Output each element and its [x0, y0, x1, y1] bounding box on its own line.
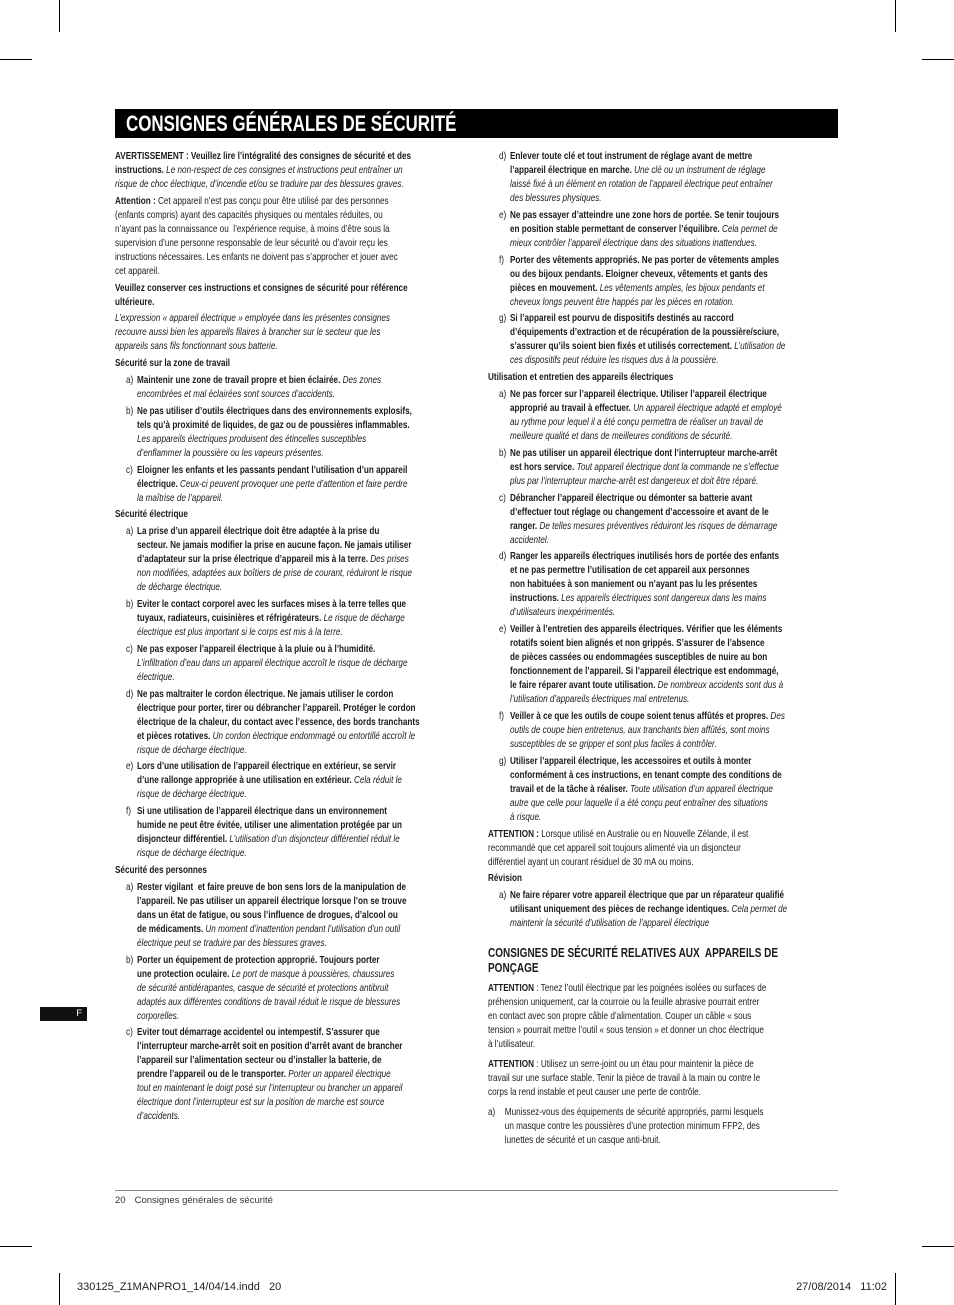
list-item-label: g) [499, 755, 507, 767]
italic-text: Un moment d’inattention pendant l’utilisation d’un outil électrique peut se traduire par des blessures graves. [137, 923, 401, 949]
paragraph [115, 195, 467, 279]
sanding-safety-section [488, 946, 840, 1148]
list-item [488, 1106, 840, 1148]
list-item [115, 374, 467, 402]
sanding-section-heading: CONSIGNES DE SÉCURITÉ RELATIVES AUX APPAREILS DE PONÇAGE [488, 946, 779, 975]
italic-text: Des prises non modifiées, adaptées aux boîtiers de prise de courant, réduiront le risque de décharge électrique. [137, 554, 413, 594]
paragraph [115, 312, 467, 354]
italic-text: L’utilisation d’un disjoncteur différentiel réduit le risque de décharge électrique. [137, 834, 400, 860]
italic-text: Le risque de décharge électrique est plus important si le corps est mis à la terre. [137, 612, 405, 638]
list-item [115, 760, 467, 802]
list-item [488, 150, 840, 206]
paragraph [115, 282, 467, 310]
italic-text: Des outils de coupe bien entretenus, aux tranchants bien affûtés, sont moins susceptibles de se gripper et sont plus faciles à contrôler. [510, 710, 785, 750]
section-heading-text: Sécurité électrique [115, 509, 188, 521]
list-item-label: a) [126, 374, 134, 386]
bold-text: Utiliser l’appareil électrique, les accessoires et outils à monter conformément à ces instructions, en tenant compte des conditions de travail et de la tâche à réaliser. [510, 755, 782, 795]
italic-text: Cela permet de mieux contrôler l’appareil électrique dans des situations inattendues. [510, 223, 778, 249]
bold-text: Ne faire réparer votre appareil électrique que par un réparateur qualifié utilisant uniquement des pièces de rechange identiques. [510, 890, 785, 916]
bold-text: Si une utilisation de l’appareil électrique dans un environnement humide ne peut être évitée, utiliser une alimentation protégée par un disjoncteur différentiel. [137, 806, 402, 846]
list-item [488, 550, 840, 620]
section-heading-text: Sécurité des personnes [115, 864, 207, 876]
bold-text: Enlever toute clé et tout instrument de réglage avant de mettre l’appareil électrique en marche. [510, 151, 753, 176]
list-item-label: d) [499, 151, 507, 162]
print-slug-date: 27/08/2014 11:02 [796, 1281, 887, 1293]
list-item-label: b) [126, 598, 134, 610]
page-footer [115, 1195, 273, 1207]
body-text: Cet appareil n’est pas conçu pour être utilisé par des personnes (enfants compris) ayant des capacités physiques ou mentales réduites, ou n’ayant pas la connaissance ou l’expérience requise, à moins d’être sous la supervision d’une personne responsable de leur sécurité ou d’avoir reçu les instructions nécessaires. Les enfants ne doivent pas s’approcher et jouer avec cet appareil. [115, 195, 398, 277]
list-item-label: a) [126, 526, 134, 538]
bold-text: Eviter tout démarrage accidentel ou intempestif. S’assurer que l’interrupteur marche-arrêt soit en position d’arrêt avant de brancher l’appareil sur l’alimentation secteur ou d’installer la batterie, de prendre l’appareil ou de le transporter. [137, 1027, 403, 1081]
italic-text: Un cordon électrique endommagé ou entortillé accroît le risque de décharge électrique. [137, 730, 416, 756]
footer-title: Consignes générales de sécurité [134, 1195, 273, 1206]
list-item-label: e) [499, 209, 507, 221]
italic-text: Les vêtements amples, les bijoux pendants et cheveux longs peuvent être happés par les pièces en rotation. [510, 282, 765, 308]
list-item-label: b) [126, 954, 134, 966]
list-item-text: Munissez-vous des équipements de sécurité appropriés, parmi lesquels un masque contre les poussières d’une protection minimum FFP2, des lunettes de sécurité et un casque anti-bruit. [504, 1107, 764, 1146]
bold-text: Ne pas essayer d’atteindre une zone hors de portée. Se tenir toujours en position stable permettant de conserver l’équilibre. [510, 209, 780, 235]
crop-mark-bottom-left-horizontal [0, 1246, 32, 1247]
list-item-label: c) [499, 492, 506, 504]
italic-text: Cela réduit le risque de décharge électrique. [137, 775, 402, 801]
crop-mark-top-right-vertical [895, 0, 896, 32]
section-heading-text: Révision [488, 873, 522, 885]
list-item [488, 755, 840, 825]
list-item [488, 209, 840, 251]
bold-text: Ne pas utiliser d’outils électriques dans des environnements explosifs, tels qu’à proximité de liquides, de gaz ou de poussières inflammables. [137, 405, 412, 431]
list-item [488, 623, 840, 707]
bold-text: Ne pas maltraiter le cordon électrique. Ne jamais utiliser le cordon électrique pour porter, tirer ou débrancher l’appareil. Protéger le cordon électrique de la chaleur, du contact avec l’essence, des bords tranchants et pièces rotatives. [137, 688, 420, 742]
italic-text: L’expression « appareil électrique » employée dans les présentes consignes recouvre aussi bien les appareils filaires à brancher sur le secteur que les appareils sans fils fonctionnant sous batterie. [115, 313, 391, 353]
list-item [115, 525, 467, 595]
list-item-label: c) [126, 464, 133, 476]
bold-text: Si l’appareil est pourvu de dispositifs destinés au raccord d’équipements d’extraction et de récupération de la poussière/sciure, s’assurer qu’ils soient bien fixés et utilisés correctement. [510, 313, 780, 353]
list-item [115, 688, 467, 758]
section-heading [115, 864, 467, 878]
footer-rule [115, 1190, 838, 1191]
bold-text: ATTENTION : [488, 828, 540, 840]
sanding-warning-paragraph [488, 1058, 840, 1100]
italic-text: Cela permet de maintenir la sécurité d’utilisation de l’appareil électrique [510, 904, 788, 930]
bold-text: Ne pas utiliser un appareil électrique dont l’interrupteur marche-arrêt est hors service. [510, 447, 778, 473]
bold-text: Eviter le contact corporel avec les surfaces mises à la terre telles que tuyaux, radiateurs, cuisinières et réfrigérateurs. [137, 598, 407, 624]
bold-text: Ranger les appareils électriques inutilisés hors de portée des enfants et ne pas permettre l’utilisation de cet appareil aux personnes non habituées à son maniement ou n’ayant pas lu les présentes instructions. [510, 551, 780, 605]
bold-text: Porter des vêtements appropriés. Ne pas porter de vêtements amples ou des bijoux pendants. Eloigner cheveux, vêtements et gants des pièces en mouvement. [510, 254, 780, 294]
crop-mark-top-right-horizontal [922, 59, 954, 60]
bold-text: Maintenir une zone de travail propre et bien éclairée. [137, 374, 341, 386]
bold-text: AVERTISSEMENT : Veuillez lire l’intégralité des consignes de sécurité et des instructions. [115, 151, 412, 176]
italic-text: Le port de masque à poussières, chaussures de sécurité antidérapantes, casque de sécurité et protections antibruit adaptés aux différentes conditions de travail réduit le risque de blessures corporelles. [137, 968, 401, 1022]
italic-text: Porter un appareil électrique tout en maintenant le doigt posé sur l’interrupteur ou brancher un appareil électrique dont l’interrupteur est sur la position de marche est source d’accidents. [137, 1069, 403, 1123]
list-item-label: g) [499, 313, 507, 325]
list-item [488, 312, 840, 368]
italic-text: Une clé ou un instrument de réglage laissé fixé à un élément en rotation de l’appareil électrique peut entraîner des blessures physiques. [510, 165, 773, 204]
italic-text: Ceux-ci peuvent provoquer une perte d’attention et faire perdre la maîtrise de l’appareil. [137, 478, 408, 504]
italic-text: Les appareils électriques sont dangereux dans les mains d’utilisateurs inexpérimentés. [510, 593, 767, 619]
italic-text: De telles mesures préventives réduiront les risques de démarrage accidentel. [510, 520, 778, 546]
page-number: 20 [115, 1195, 126, 1206]
bold-text: Eloigner les enfants et les passants pendant l’utilisation d’un appareil électrique. [137, 464, 408, 490]
list-item-label: e) [126, 761, 134, 773]
page-title: CONSIGNES GÉNÉRALES DE SÉCURITÉ [126, 111, 457, 136]
italic-text: Toute utilisation d’un appareil électrique autre que celle pour laquelle il a été conçu peut entraîner des situations à risque. [510, 783, 773, 823]
crop-mark-top-left-horizontal [0, 59, 32, 60]
list-item-label: a) [126, 881, 134, 893]
section-heading [115, 357, 467, 371]
section-heading [488, 371, 840, 385]
sanding-warning-paragraph [488, 982, 840, 1052]
list-item [488, 889, 840, 931]
bold-text: Ne pas forcer sur l’appareil électrique. Utiliser l’appareil électrique approprié au travail à effectuer. [510, 388, 767, 414]
list-item [115, 1026, 467, 1124]
list-item-label: f) [499, 710, 504, 722]
list-item-label: f) [499, 254, 504, 266]
bold-text: La prise d’un appareil électrique doit être adaptée à la prise du secteur. Ne jamais modifier la prise en aucune façon. Ne jamais utiliser d’adaptateur sur la prise électrique d’appareil mis à la terre. [137, 526, 412, 566]
italic-text: De nombreux accidents sont dus à l’utilisation d’appareils électriques mal entretenus. [510, 680, 784, 706]
italic-text: Des zones encombrées et mal éclairées sont sources d’accidents. [137, 374, 382, 400]
bold-text: Débrancher l’appareil électrique ou démonter sa batterie avant d’effectuer tout réglage ou changement d’accessoire et avant de le ranger. [510, 492, 769, 532]
left-column [115, 150, 467, 1127]
bold-text: Attention : [115, 195, 156, 207]
list-item [488, 447, 840, 489]
list-item-label: c) [126, 1027, 133, 1039]
list-item-label: d) [499, 551, 507, 563]
warning-text: : Tenez l’outil électrique par les poignées isolées ou surfaces de préhension uniquement, car la courroie ou la feuille abrasive pourrait entrer en contact avec son propre câble d’alimentation. Couper un câble « sous tension » pourrait mettre l’outil « sous tension » et donner un choc électrique à l’utilisateur. [488, 983, 767, 1050]
bold-text: Veuillez conserver ces instructions et consignes de sécurité pour référence ultérieure. [115, 282, 408, 308]
list-item-label: a) [499, 388, 507, 400]
language-tab: F [40, 1007, 87, 1021]
list-item [488, 492, 840, 548]
list-item [115, 954, 467, 1024]
title-bar [115, 109, 838, 138]
list-item [488, 388, 840, 444]
italic-text: L’utilisation de ces dispositifs peut réduire les risques dus à la poussière. [510, 341, 786, 367]
body-text: Lorsque utilisé en Australie ou en Nouvelle Zélande, il est recommandé que cet appareil soit toujours alimenté via un disjoncteur différentiel ayant un courant résiduel de 30 mA ou moins. [488, 828, 749, 868]
list-item [115, 881, 467, 951]
list-item [488, 254, 840, 310]
bold-text: Rester vigilant et faire preuve de bon sens lors de la manipulation de l’appareil. Ne pas utiliser un appareil électrique lorsque l’on se trouve dans un état de fatigue, ou sous l’influence de drogues, d’alcool ou de médicaments. [137, 881, 407, 935]
crop-mark-bottom-left-vertical [59, 1273, 60, 1305]
section-heading [115, 508, 467, 522]
paragraph [488, 828, 840, 870]
list-item-label: c) [126, 643, 133, 655]
italic-text: Tout appareil électrique dont la commande ne s’effectue plus par l’interrupteur marche-arrêt est dangereux et doit être réparé. [510, 461, 779, 487]
section-heading-text: Utilisation et entretien des appareils électriques [488, 372, 674, 384]
italic-text: Le non-respect de ces consignes et instructions peut entraîner un risque de choc électrique, d’incendie et/ou se traduire par des blessures graves. [115, 165, 404, 190]
list-item [115, 805, 467, 861]
crop-mark-top-left-vertical [59, 0, 60, 32]
warning-label: ATTENTION [488, 983, 535, 994]
list-item-label: e) [499, 624, 507, 636]
warning-label: ATTENTION [488, 1059, 535, 1070]
bold-text: Veiller à l’entretien des appareils électriques. Vérifier que les éléments rotatifs soient bien alignés et non grippés. S’assurer de l’absence de pièces cassées ou endommagées susceptibles de nuire au bon fonctionnement de l’appareil. Si l’appareil électrique est endommagé, le faire réparer avant toute utilisation. [510, 624, 783, 692]
list-item-label: d) [126, 688, 134, 700]
right-column [488, 150, 840, 934]
italic-text: L’infiltration d’eau dans un appareil électrique accroît le risque de décharge électrique. [137, 657, 408, 683]
list-item-label: b) [126, 405, 134, 417]
print-slug-file: 330125_Z1MANPRO1_14/04/14.indd 20 [77, 1281, 282, 1293]
warning-text: : Utilisez un serre-joint ou un étau pour maintenir la pièce de travail sur une surface stable. Tenir la pièce de travail à la main ou contre le corps la rend instable et peut causer une perte de contrôle. [488, 1059, 761, 1098]
list-item-label: b) [499, 447, 507, 459]
list-item-label: a) [499, 890, 507, 902]
crop-mark-bottom-right-horizontal [922, 1246, 954, 1247]
list-item [115, 464, 467, 506]
list-item [115, 598, 467, 640]
paragraph [115, 150, 467, 192]
bold-text: Lors d’une utilisation de l’appareil électrique en extérieur, se servir d’une rallonge appropriée à une utilisation en extérieur. [137, 761, 397, 787]
italic-text: Les appareils électriques produisent des étincelles susceptibles d’enflammer la poussière ou les vapeurs présentes. [137, 433, 367, 459]
section-heading-text: Sécurité sur la zone de travail [115, 358, 231, 370]
italic-text: Un appareil électrique adapté et employé au rythme pour lequel il a été conçu permettra de réaliser un travail de meilleure qualité et dans de meilleures conditions de sécurité. [510, 402, 782, 442]
bold-text: Veiller à ce que les outils de coupe soient tenus affûtés et propres. [510, 710, 769, 722]
section-heading [488, 872, 840, 886]
list-item [115, 643, 467, 685]
list-item [488, 710, 840, 752]
list-item-label: f) [126, 806, 131, 818]
crop-mark-bottom-right-vertical [895, 1273, 896, 1305]
bold-text: Ne pas exposer l’appareil électrique à la pluie ou à l’humidité. [137, 643, 376, 655]
bold-text: Porter un équipement de protection approprié. Toujours porter une protection oculaire. [137, 954, 380, 980]
list-item-label: a) [488, 1107, 496, 1118]
list-item [115, 405, 467, 461]
